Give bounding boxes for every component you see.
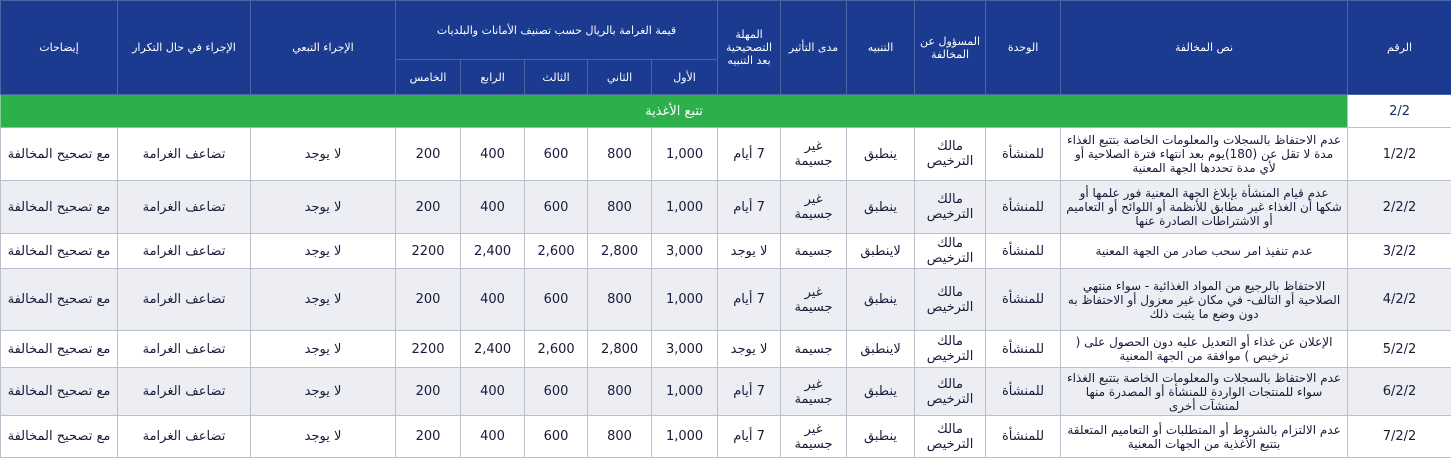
violation-text: عدم الاحتفاظ بالسجلات والمعلومات الخاصة بتتبع الغذاء سواء للمنتجات الواردة للمنشأة أو المصدرة منها لمنشآت أخرى [1061, 368, 1348, 416]
fine-tier-3: 600 [525, 368, 588, 416]
warning-cell: ينطبق [847, 416, 915, 458]
notes-cell: مع تصحيح المخالفة [1, 269, 118, 331]
table-row [1, 368, 1451, 416]
fine-tier-5: 200 [396, 416, 461, 458]
header-tier-2: الثاني [588, 60, 652, 95]
header-repeat-action: الإجراء في حال التكرار [118, 1, 251, 95]
fine-tier-5: 200 [396, 269, 461, 331]
table-row [1, 269, 1451, 331]
fine-tier-2: 800 [588, 269, 652, 331]
header-followup: الإجراء التبعي [251, 1, 396, 95]
fine-tier-1: 1,000 [652, 368, 718, 416]
header-notes: إيضاحات [1, 1, 118, 95]
row-number: 4/2/2 [1348, 269, 1451, 331]
fine-tier-5: 2200 [396, 234, 461, 269]
followup-cell: لا يوجد [251, 269, 396, 331]
notes-cell: مع تصحيح المخالفة [1, 128, 118, 181]
fine-tier-4: 2,400 [461, 331, 525, 368]
header-tier-1: الأول [652, 60, 718, 95]
violation-text: عدم الاحتفاظ بالسجلات والمعلومات الخاصة بتتبع الغذاء مدة لا تقل عن (180)يوم بعد انتهاء فترة الصلاحية أو لأي مدة تحددها الجهة المعنية [1061, 128, 1348, 181]
header-tier-5: الخامس [396, 60, 461, 95]
unit-cell: للمنشأة [986, 269, 1061, 331]
impact-cell: غير جسيمة [781, 416, 847, 458]
section-row [1, 95, 1451, 128]
row-number: 3/2/2 [1348, 234, 1451, 269]
repeat-action-cell: تضاعف الغرامة [118, 416, 251, 458]
followup-cell: لا يوجد [251, 368, 396, 416]
unit-cell: للمنشأة [986, 234, 1061, 269]
header-grace-period: المهلة التصحيحية بعد التنبيه [718, 1, 781, 95]
header-tier-4: الرابع [461, 60, 525, 95]
impact-cell: جسيمة [781, 234, 847, 269]
warning-cell: ينطبق [847, 181, 915, 234]
impact-cell: غير جسيمة [781, 181, 847, 234]
fine-tier-1: 1,000 [652, 269, 718, 331]
warning-cell: ينطبق [847, 368, 915, 416]
header-fine-group: قيمة الغرامة بالريال حسب تصنيف الأمانات والبلديات [396, 1, 718, 60]
header-violation-text: نص المخالفة [1061, 1, 1348, 95]
responsible-cell: مالك الترخيص [915, 234, 986, 269]
section-number: 2/2 [1348, 95, 1451, 128]
row-number: 1/2/2 [1348, 128, 1451, 181]
responsible-cell: مالك الترخيص [915, 181, 986, 234]
responsible-cell: مالك الترخيص [915, 269, 986, 331]
row-number: 2/2/2 [1348, 181, 1451, 234]
warning-cell: لاينطبق [847, 331, 915, 368]
impact-cell: غير جسيمة [781, 368, 847, 416]
followup-cell: لا يوجد [251, 128, 396, 181]
fine-tier-5: 200 [396, 368, 461, 416]
row-number: 7/2/2 [1348, 416, 1451, 458]
fine-tier-1: 1,000 [652, 416, 718, 458]
table-row [1, 234, 1451, 269]
fine-tier-2: 2,800 [588, 234, 652, 269]
fine-tier-5: 2200 [396, 331, 461, 368]
fine-tier-3: 600 [525, 181, 588, 234]
repeat-action-cell: تضاعف الغرامة [118, 181, 251, 234]
fine-tier-4: 400 [461, 128, 525, 181]
warning-cell: ينطبق [847, 128, 915, 181]
responsible-cell: مالك الترخيص [915, 331, 986, 368]
notes-cell: مع تصحيح المخالفة [1, 368, 118, 416]
fine-tier-5: 200 [396, 128, 461, 181]
notes-cell: مع تصحيح المخالفة [1, 234, 118, 269]
grace-cell: لا يوجد [718, 331, 781, 368]
section-title: تتبع الأغذية [1, 95, 1348, 128]
unit-cell: للمنشأة [986, 128, 1061, 181]
repeat-action-cell: تضاعف الغرامة [118, 331, 251, 368]
responsible-cell: مالك الترخيص [915, 128, 986, 181]
unit-cell: للمنشأة [986, 331, 1061, 368]
fine-tier-2: 800 [588, 368, 652, 416]
repeat-action-cell: تضاعف الغرامة [118, 234, 251, 269]
fine-tier-1: 3,000 [652, 234, 718, 269]
grace-cell: 7 أيام [718, 128, 781, 181]
fine-tier-4: 400 [461, 416, 525, 458]
followup-cell: لا يوجد [251, 234, 396, 269]
violation-text: عدم تنفيذ امر سحب صادر من الجهة المعنية [1061, 234, 1348, 269]
unit-cell: للمنشأة [986, 181, 1061, 234]
fine-tier-4: 400 [461, 269, 525, 331]
fine-tier-4: 400 [461, 368, 525, 416]
violation-text: الإعلان عن غذاء أو التعديل عليه دون الحصول على ( ترخيص ) موافقة من الجهة المعنية [1061, 331, 1348, 368]
fine-tier-2: 800 [588, 128, 652, 181]
fine-tier-3: 600 [525, 128, 588, 181]
fine-tier-1: 1,000 [652, 128, 718, 181]
warning-cell: لاينطبق [847, 234, 915, 269]
unit-cell: للمنشأة [986, 416, 1061, 458]
fine-tier-3: 600 [525, 416, 588, 458]
fine-tier-2: 800 [588, 416, 652, 458]
fine-tier-4: 400 [461, 181, 525, 234]
impact-cell: جسيمة [781, 331, 847, 368]
table-row [1, 416, 1451, 458]
warning-cell: ينطبق [847, 269, 915, 331]
repeat-action-cell: تضاعف الغرامة [118, 269, 251, 331]
notes-cell: مع تصحيح المخالفة [1, 416, 118, 458]
followup-cell: لا يوجد [251, 416, 396, 458]
header-responsible: المسؤول عن المخالفة [915, 1, 986, 95]
fine-tier-1: 1,000 [652, 181, 718, 234]
repeat-action-cell: تضاعف الغرامة [118, 368, 251, 416]
fine-tier-3: 2,600 [525, 331, 588, 368]
header-unit: الوحدة [986, 1, 1061, 95]
notes-cell: مع تصحيح المخالفة [1, 331, 118, 368]
fine-tier-5: 200 [396, 181, 461, 234]
violation-text: عدم قيام المنشأة بإبلاغ الجهة المعنية فور علمها أو شكها أن الغذاء غير مطابق للأنظمة أو اللوائح أو التعاميم أو الاشتراطات الصادرة عنها [1061, 181, 1348, 234]
fine-tier-3: 600 [525, 269, 588, 331]
responsible-cell: مالك الترخيص [915, 368, 986, 416]
fine-tier-1: 3,000 [652, 331, 718, 368]
followup-cell: لا يوجد [251, 331, 396, 368]
header-number: الرقم [1348, 1, 1451, 95]
header-impact: مدى التأثير [781, 1, 847, 95]
impact-cell: غير جسيمة [781, 128, 847, 181]
table-row [1, 331, 1451, 368]
fine-tier-4: 2,400 [461, 234, 525, 269]
row-number: 5/2/2 [1348, 331, 1451, 368]
table-row [1, 181, 1451, 234]
fine-tier-2: 800 [588, 181, 652, 234]
grace-cell: 7 أيام [718, 181, 781, 234]
header-tier-3: الثالث [525, 60, 588, 95]
violation-text: الاحتفاظ بالرجيع من المواد الغذائية - سواء منتهي الصلاحية أو التالف- في مكان غير معزول أو الاحتفاظ به دون وضع ما يثبت ذلك [1061, 269, 1348, 331]
impact-cell: غير جسيمة [781, 269, 847, 331]
followup-cell: لا يوجد [251, 181, 396, 234]
grace-cell: 7 أيام [718, 368, 781, 416]
table-row [1, 128, 1451, 181]
fine-tier-2: 2,800 [588, 331, 652, 368]
row-number: 6/2/2 [1348, 368, 1451, 416]
grace-cell: 7 أيام [718, 416, 781, 458]
violation-text: عدم الالتزام بالشروط أو المتطلبات أو التعاميم المتعلقة بتتبع الأغذية من الجهات المعنية [1061, 416, 1348, 458]
notes-cell: مع تصحيح المخالفة [1, 181, 118, 234]
fine-tier-3: 2,600 [525, 234, 588, 269]
unit-cell: للمنشأة [986, 368, 1061, 416]
grace-cell: 7 أيام [718, 269, 781, 331]
grace-cell: لا يوجد [718, 234, 781, 269]
responsible-cell: مالك الترخيص [915, 416, 986, 458]
header-warning: التنبيه [847, 1, 915, 95]
repeat-action-cell: تضاعف الغرامة [118, 128, 251, 181]
